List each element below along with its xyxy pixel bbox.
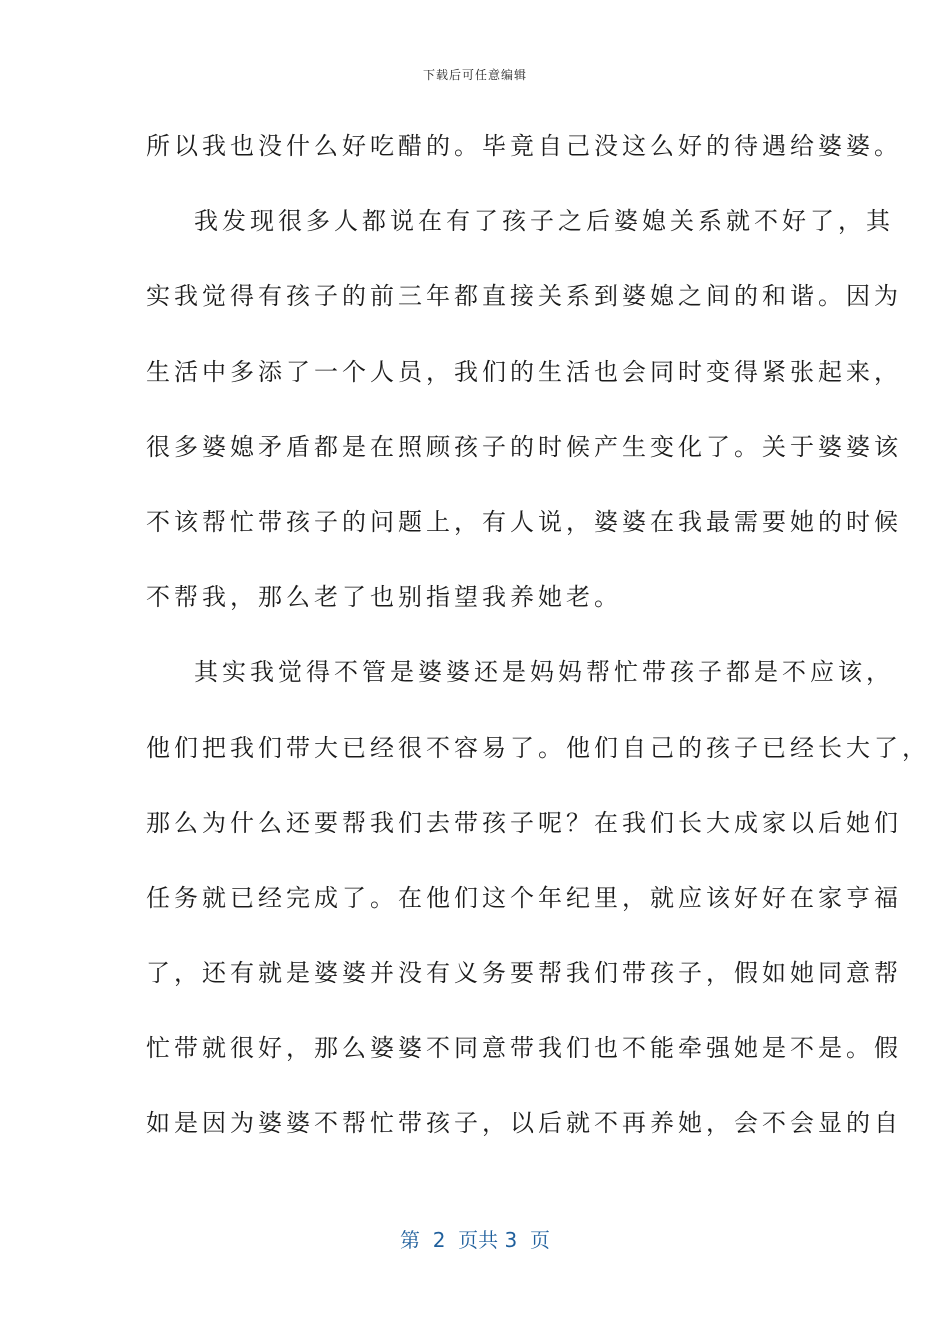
text-line: 其实我觉得不管是婆婆还是妈妈帮忙带孩子都是不应该， [194,658,894,687]
page-number-footer [0,1224,950,1253]
text-line: 他们把我们带大已经很不容易了。他们自己的孩子已经长大了， [146,733,930,762]
text-line: 不帮我，那么老了也别指望我养她老。 [146,583,622,612]
text-line: 我发现很多人都说在有了孩子之后婆媳关系就不好了，其 [194,207,894,236]
text-line: 生活中多添了一个人员，我们的生活也会同时变得紧张起来， [146,357,902,386]
page-number-text: 第 2 页共 3 页 [400,1228,550,1252]
text-line: 了，还有就是婆婆并没有义务要帮我们带孩子，假如她同意帮 [146,959,902,988]
text-line: 忙带就很好，那么婆婆不同意带我们也不能牵强她是不是。假 [146,1034,902,1063]
page-header: 下载后可任意编辑 [422,68,527,82]
text-line: 不该帮忙带孩子的问题上，有人说，婆婆在我最需要她的时候 [146,507,902,536]
text-line: 任务就已经完成了。在他们这个年纪里，就应该好好在家亨福 [146,883,902,912]
text-line: 那么为什么还要帮我们去带孩子呢？在我们长大成家以后她们 [146,808,902,837]
document-body [146,118,930,1171]
text-line: 所以我也没什么好吃醋的。毕竟自己没这么好的待遇给婆婆。 [146,132,902,160]
text-line: 如是因为婆婆不帮忙带孩子，以后就不再养她，会不会显的自 [146,1109,902,1138]
text-line: 很多婆媳矛盾都是在照顾孩子的时候产生变化了。关于婆婆该 [146,432,902,461]
text-line: 实我觉得有孩子的前三年都直接关系到婆媳之间的和谐。因为 [146,282,902,311]
